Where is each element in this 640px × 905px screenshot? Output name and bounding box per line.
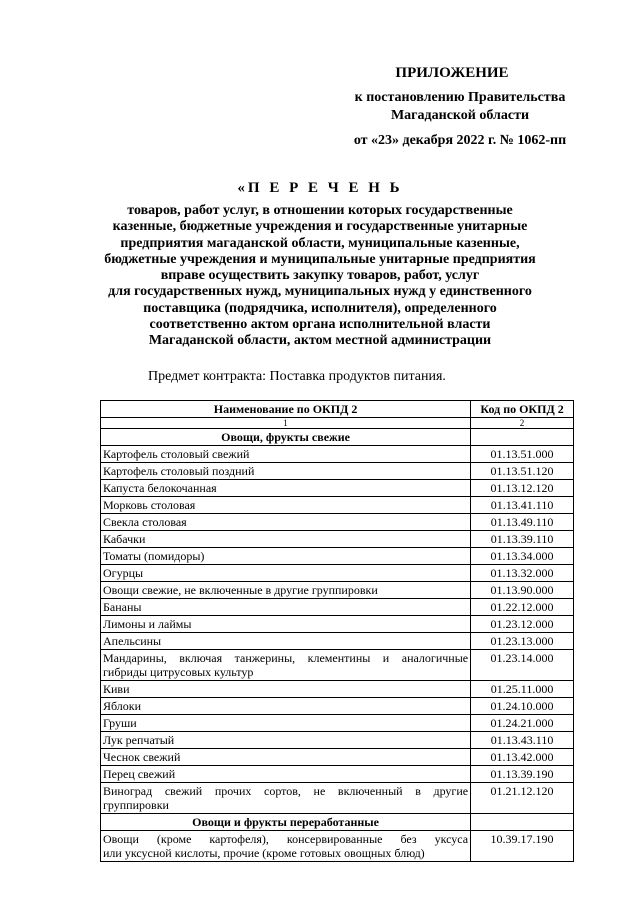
item-name: Морковь столовая [101,497,471,514]
appendix-line-1: к постановлению Правительства [354,90,566,105]
table-row [101,681,574,698]
table-row [101,565,574,582]
item-code: 01.24.21.000 [471,715,574,732]
table-row [101,783,574,814]
heading-line: Магаданской области, актом местной администрации [148,333,492,349]
item-name [101,650,471,681]
item-code: 01.21.12.120 [471,783,574,814]
document-heading [80,203,560,350]
appendix-line-3: от «23» декабря 2022 г. № 1062-пп [353,133,567,148]
item-code: 01.13.90.000 [471,582,574,599]
header-name: Наименование по ОКПД 2 [101,401,471,418]
heading-line: предприятия магаданской области, муниципальные казенные, [120,235,520,251]
item-name-line: Мандарины, включая танжерины, клементины и аналогичные [103,651,469,665]
empty-cell [471,429,574,446]
item-code: 01.13.43.110 [471,732,574,749]
table-row [101,531,574,548]
item-code: 01.13.12.120 [471,480,574,497]
item-code: 01.13.39.110 [471,531,574,548]
heading-line: товаров, работ услуг, в отношении которых государственные [127,203,513,218]
table-row [101,463,574,480]
table-row [101,480,574,497]
item-code: 01.13.39.190 [471,766,574,783]
item-name [101,831,471,862]
contract-subject: Предмет контракта: Поставка продуктов питания. [148,369,446,384]
item-code: 01.13.32.000 [471,565,574,582]
table-row [101,616,574,633]
item-name: Лук репчатый [101,732,471,749]
index-cell: 1 [101,418,471,429]
heading-line: поставщика (подрядчика, исполнителя), определенного [143,300,497,316]
table-row [101,446,574,463]
heading-line: казенные, бюджетные учреждения и государственные унитарные [112,219,528,235]
table-row [101,831,574,862]
heading-line: вправе осуществить закупку товаров, работ, услуг [160,268,480,284]
item-name: Свекла столовая [101,514,471,531]
item-name: Яблоки [101,698,471,715]
item-name-line: гибриды цитрусовых культур [103,665,254,679]
table-row [101,715,574,732]
group-row [101,814,574,831]
index-row [101,418,574,429]
group-heading: Овощи, фрукты свежие [101,429,471,446]
item-name: Бананы [101,599,471,616]
heading-line: для государственных нужд, муниципальных нужд у единственного [108,284,532,300]
item-name-line: или уксусной кислоты, прочие (кроме готовых овощных блюд) [103,846,425,860]
table-header-row [101,401,574,418]
header-code: Код по ОКПД 2 [471,401,574,418]
empty-cell [471,814,574,831]
heading-line: соответственно актом органа исполнительной власти [149,317,491,333]
item-name-line: Виноград свежий прочих сортов, не включенный в другие [103,784,469,798]
table-row [101,599,574,616]
appendix-title: ПРИЛОЖЕНИЕ [395,65,509,81]
table-row [101,582,574,599]
item-name: Картофель столовый поздний [101,463,471,480]
item-name: Капуста белокочанная [101,480,471,497]
appendix-line-2: Магаданской области [390,108,530,123]
item-code: 01.13.51.120 [471,463,574,480]
item-name: Овощи свежие, не включенные в другие группировки [101,582,471,599]
item-name: Груши [101,715,471,732]
item-code: 01.13.34.000 [471,548,574,565]
group-row [101,429,574,446]
item-code: 01.23.13.000 [471,633,574,650]
item-code: 01.22.12.000 [471,599,574,616]
item-name: Кабачки [101,531,471,548]
item-code: 01.13.51.000 [471,446,574,463]
item-name [101,783,471,814]
item-name: Огурцы [101,565,471,582]
index-cell: 2 [471,418,574,429]
table-row [101,732,574,749]
item-name: Картофель столовый свежий [101,446,471,463]
okpd-table [100,400,574,862]
item-name: Лимоны и лаймы [101,616,471,633]
group-heading: Овощи и фрукты переработанные [101,814,471,831]
table-row [101,514,574,531]
item-name: Киви [101,681,471,698]
table-row [101,650,574,681]
table-row [101,766,574,783]
table-row [101,698,574,715]
item-name: Перец свежий [101,766,471,783]
table-row [101,633,574,650]
item-code: 01.13.41.110 [471,497,574,514]
item-name: Томаты (помидоры) [101,548,471,565]
item-code: 01.23.12.000 [471,616,574,633]
item-name: Апельсины [101,633,471,650]
table-row [101,749,574,766]
item-code: 01.24.10.000 [471,698,574,715]
item-code: 01.25.11.000 [471,681,574,698]
heading-line: бюджетные учреждения и муниципальные унитарные предприятия [104,251,536,267]
item-name: Чеснок свежий [101,749,471,766]
item-code: 01.13.49.110 [471,514,574,531]
item-code: 01.23.14.000 [471,650,574,681]
table-row [101,548,574,565]
item-code: 01.13.42.000 [471,749,574,766]
item-name-line: группировки [103,798,169,812]
item-name-line: Овощи (кроме картофеля), консервированные без уксуса [103,832,469,846]
document-title: «П Е Р Е Ч Е Н Ь [237,180,403,196]
table-row [101,497,574,514]
item-code: 10.39.17.190 [471,831,574,862]
